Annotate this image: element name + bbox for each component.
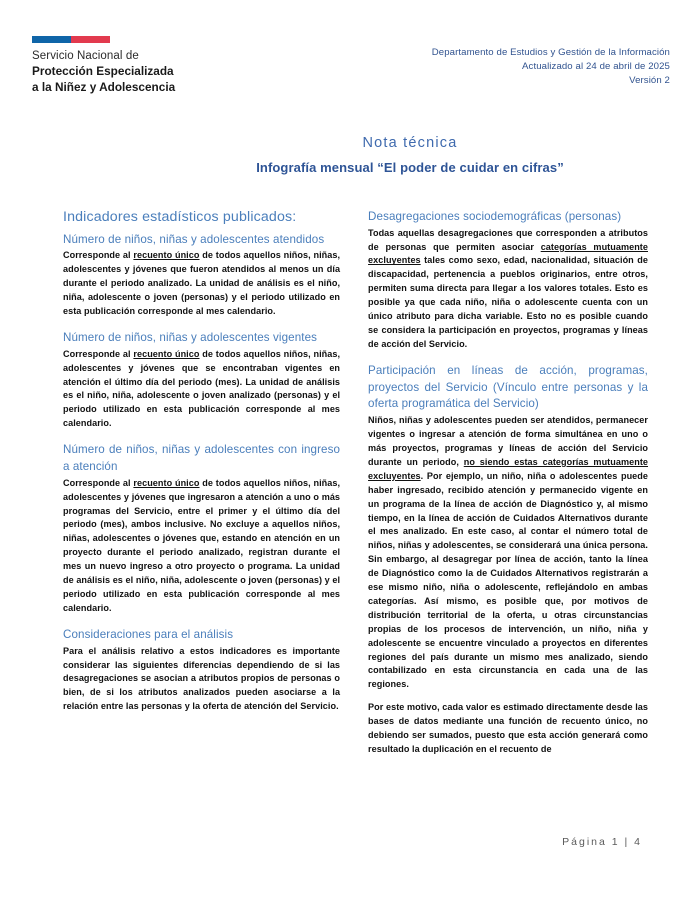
header-department: Departamento de Estudios y Gestión de la Información [431,47,670,58]
heading-atendidos: Número de niños, niñas y adolescentes atendidos [63,232,325,246]
paragraph-recuento-unico: Por este motivo, cada valor es estimado directamente desde las bases de datos mediante una función de recuento único, no debiendo ser sumados, puesto que esta acción generará como resultado la duplicación en el recuento de [368,702,648,755]
text-pre: Corresponde al [63,477,134,488]
page-footer: Página 1 | 4 [562,836,642,848]
left-column [63,209,340,768]
text-pre: Corresponde al [63,348,134,359]
page-title: Nota técnica [362,134,458,151]
text-pre: Corresponde al [63,250,134,261]
paragraph-desagregaciones [368,227,648,352]
text-post: de todos aquellos niños, niñas, adolescentes y jóvenes que ingresaron a atención a uno o más programas del Servicio, entre el primer y el último día del periodo (mes), ambos inclusive. No excluye a aquellos niños, niñas, adolescentes o jóvenes que, estando en atención en un proyecto durante el periodo analizado, registran durante el mes un nuevo ingreso a otro proyecto o programa. La unidad de análisis es el niño, niña, adolescente o joven (personas) y el periodo utilizado en esta publicación corresponde al mes calendario. [63,477,341,613]
heading-participacion: Participación en líneas de acción, programas, proyectos del Servicio (Vínculo entre personas y la oferta programática del Servicio) [368,363,648,411]
flag-bar-red [71,36,110,43]
right-column [368,209,648,768]
institution-logo [32,36,282,95]
text-underline: categorías mutuamente excluyentes [368,241,648,266]
paragraph-participacion [368,414,648,692]
text-post: tales como sexo, edad, nacionalidad, situación de discapacidad, pertenencia a pueblos originarios, entre otros, permiten suma directa para llegar a los valores totales. Esto es posible ya que cada niño, niña o adolescente cuenta con un único atributo para dicha variable. Esto no es posible cuando se considera la participación en proyectos, programas y líneas de acción del Servicio. [368,255,648,349]
text-underline: recuento único [133,477,200,488]
title-block [0,135,700,175]
text-post: de todos aquellos niños, niñas, adolescentes y jóvenes que se encontraban vigentes en atención el último día del periodo (mes). La unidad de análisis es el niño, niña, adolescente o joven analizado (personas) y el periodo utilizado en esta publicación corresponde al mes calendario. [63,348,341,429]
paragraph-atendidos [63,249,340,319]
heading-consideraciones: Consideraciones para el análisis [63,627,234,641]
text-underline: recuento único [133,348,200,359]
flag-bar-blue [32,36,71,43]
page-header [0,0,700,95]
flag-bars-icon [32,36,110,43]
header-version: Versión 2 [629,74,670,86]
logo-line-3: a la Niñez y Adolescencia [32,79,176,94]
text-underline: no siendo estas categorías mutuamente excluyentes [368,456,648,481]
text-pre: Niños, niñas y adolescentes pueden ser atendidos, permanecer vigentes o ingresar a atención de forma simultánea en uno o más proyectos, programas y líneas de acción del Servicio durante un periodo, [368,415,648,467]
content-columns [0,175,700,768]
logo-line-1: Servicio Nacional de [32,50,139,62]
heading-vigentes: Número de niños, niñas y adolescentes vigentes [63,330,318,344]
text-post: . Por ejemplo, un niño, niña o adolescentes puede haber ingresado, recibido atención y permanecido vigente en un programa de la línea de acción de Diagnóstico y, al mismo tiempo, en la línea de acción de Cuidados Alternativos durante el mes analizado. En este caso, al contar el número total de niños, niñas y adolescentes, se considerará una única persona. Sin embargo, al desagregar por línea de acción, tanto la línea de Diagnóstico como la de Cuidados Alternativos registrarán a ese mismo niño, niña o adolescente, reflejándolo en ambas categorías. Así mismo, es posible que, por motivos de distribución territorial de la oferta, u otras circunstancias propias de los procesos de intervención, un niño, niña y adolescente se encuentre vinculado a proyectos en diferentes regiones del país durante un mismo mes analizado, siendo contabilizado en esta circunstancia en cada una de las regiones. [368,470,648,690]
paragraph-ingreso [63,477,340,616]
logo-line-2: Protección Especializada [32,64,174,79]
paragraph-vigentes [63,348,340,431]
paragraph-consideraciones: Para el análisis relativo a estos indicadores es importante considerar las siguientes diferencias dependiendo de si las desagregaciones se asocian a atributos propios de personas o bien, de si los atributos analizados pueden asociarse a la relación entre las personas y la oferta de atención del Servicio. [63,645,341,712]
text-underline: recuento único [133,250,200,261]
header-updated-date: Actualizado al 24 de abril de 2025 [522,60,670,72]
heading-ingreso: Número de niños, niñas y adolescentes con ingreso a atención [63,443,341,473]
page-subtitle: Infografía mensual “El poder de cuidar en cifras” [256,159,564,175]
heading-desagregaciones: Desagregaciones sociodemográficas (personas) [368,209,622,223]
left-section-title: Indicadores estadísticos publicados: [63,208,297,225]
header-meta [432,36,670,88]
text-post: de todos aquellos niños, niñas, adolescentes y jóvenes que fueron atendidos al menos un día durante el periodo analizado. La unidad de análisis es el niño, niña, adolescente o joven (personas) y el periodo utilizado en esta publicación corresponde al mes calendario. [63,250,341,316]
text-pre: Todas aquellas desagregaciones que corresponden a atributos de personas que permiten asociar [368,227,648,252]
